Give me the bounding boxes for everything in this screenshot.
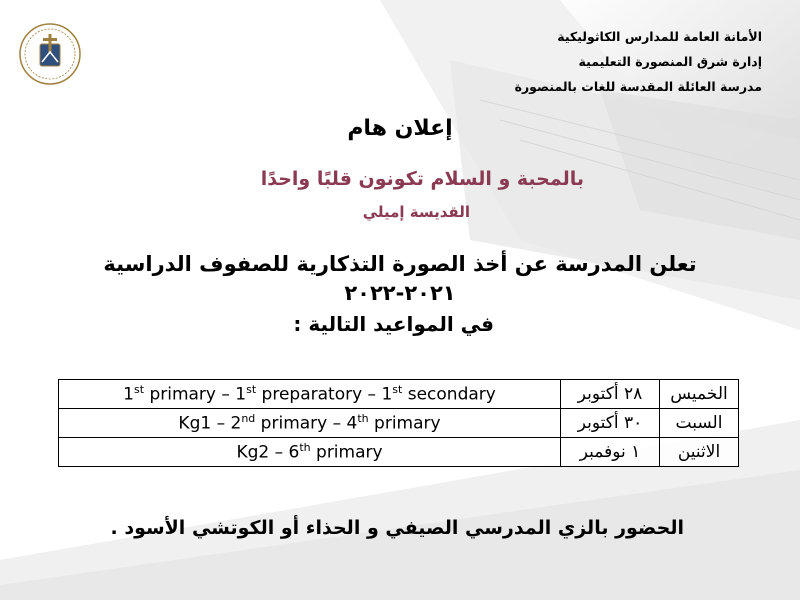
motto: بالمحبة و السلام تكونون قلبًا واحدًا	[260, 168, 584, 190]
table-row	[59, 380, 739, 409]
schedule-date: ٢٨ أكتوبر	[561, 380, 660, 409]
schedule-day: الاثنين	[660, 438, 739, 467]
schedule-date: ١ نوفمبر	[561, 438, 660, 467]
table-row	[59, 409, 739, 438]
school-header	[432, 24, 762, 99]
announcement-line-1: تعلن المدرسة عن أخذ الصورة التذكارية للصفوف الدراسية	[103, 252, 697, 276]
header-line-2: إدارة شرق المنصورة التعليمية	[578, 54, 762, 69]
schedule-day: السبت	[660, 409, 739, 438]
schedule-date: ٣٠ أكتوبر	[561, 409, 660, 438]
announcement-title: إعلان هام	[347, 116, 453, 141]
schedule-classes: Kg1 – 2nd primary – 4th primary	[59, 409, 561, 438]
schedule-table	[58, 379, 739, 467]
school-crest-icon	[18, 22, 82, 86]
dress-code-note: الحضور بالزي المدرسي الصيفي و الحذاء أو الكوتشي الأسود .	[110, 517, 684, 539]
table-row	[59, 438, 739, 467]
schedule-day: الخميس	[660, 380, 739, 409]
academic-year: ٢٠٢١-٢٠٢٢	[344, 281, 456, 305]
motto-author: القديسة إميلي	[362, 203, 470, 221]
announcement-text	[100, 250, 700, 308]
schedule-intro: في المواعيد التالية :	[293, 312, 494, 336]
header-line-1: الأمانة العامة للمدارس الكاثوليكية	[557, 29, 762, 44]
schedule-classes: 1st primary – 1st preparatory – 1st secondary	[59, 380, 561, 409]
header-line-3: مدرسة العائلة المقدسة للغات بالمنصورة	[514, 79, 762, 94]
schedule-classes: Kg2 – 6th primary	[59, 438, 561, 467]
